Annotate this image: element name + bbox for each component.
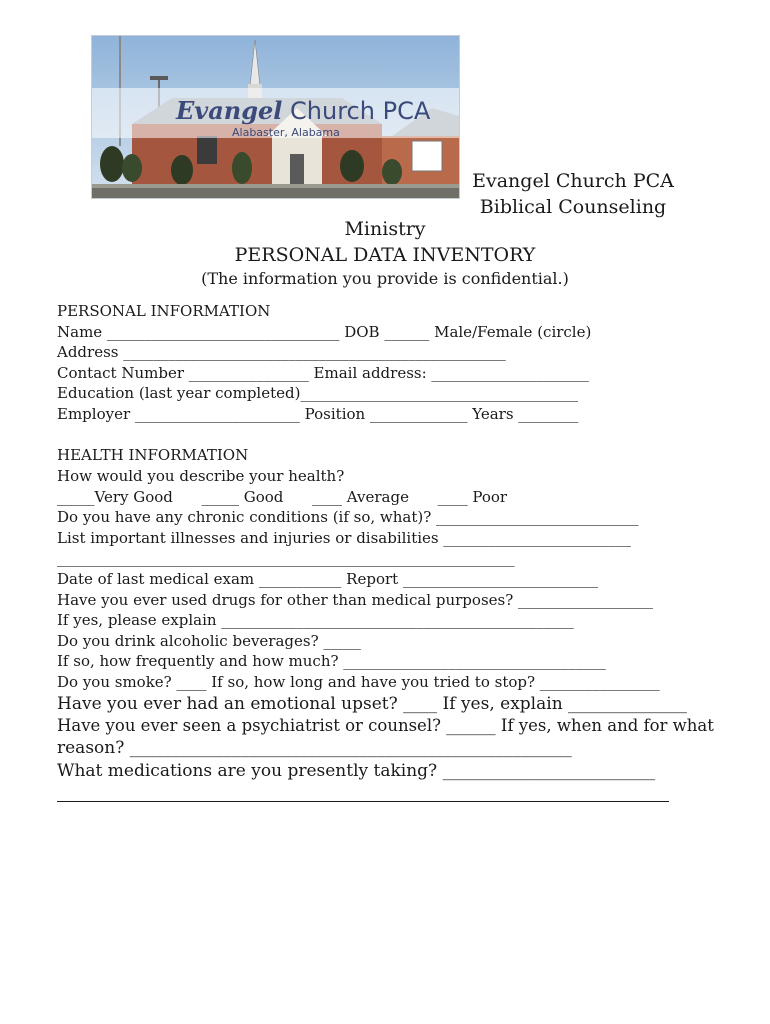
logo-location: Alabaster, Alabama (232, 126, 340, 139)
drugs-explain-field[interactable]: If yes, please explain _______________________________________________ (57, 611, 574, 629)
emotional-upset-field[interactable]: Have you ever had an emotional upset? ____ If yes, explain ______________ (57, 694, 688, 714)
health-rating-options[interactable]: _____Very Good _____ Good ____ Average ____ Poor (57, 488, 508, 506)
ministry-label: Ministry (344, 218, 426, 240)
logo-church-name (176, 96, 430, 125)
employer-field[interactable]: Employer ______________________ Position _____________ Years ________ (57, 405, 579, 423)
illnesses-extra-line[interactable]: _____________________________________________________________ (57, 549, 515, 567)
address-field[interactable]: Address ___________________________________________________ (57, 343, 506, 361)
church-name: Evangel Church PCA (472, 170, 674, 192)
personal-info-heading: PERSONAL INFORMATION (57, 302, 271, 320)
logo-church-name-rest: Church PCA (282, 97, 431, 125)
illnesses-field[interactable]: List important illnesses and injuries or disabilities _________________________ (57, 529, 631, 547)
confidential-note: (The information you provide is confidential.) (201, 269, 569, 288)
medical-exam-field[interactable]: Date of last medical exam ___________ Report __________________________ (57, 570, 598, 588)
program-name: Biblical Counseling (479, 196, 667, 218)
name-field[interactable]: Name _______________________________ DOB ______ Male/Female (circle) (57, 323, 592, 341)
chronic-conditions-field[interactable]: Do you have any chronic conditions (if so, what)? ___________________________ (57, 508, 639, 526)
smoking-field[interactable]: Do you smoke? ____ If so, how long and have you tried to stop? ________________ (57, 673, 660, 691)
health-info-heading: HEALTH INFORMATION (57, 446, 249, 464)
medications-extra-line[interactable] (57, 801, 669, 802)
logo-church-name-script: Evangel (176, 96, 283, 125)
alcohol-frequency-field[interactable]: If so, how frequently and how much? ___________________________________ (57, 652, 606, 670)
church-logo-image (91, 35, 460, 199)
medications-field[interactable]: What medications are you presently taking? _________________________ (57, 761, 656, 781)
psychiatrist-reason-field[interactable]: reason? ____________________________________________________ (57, 738, 572, 758)
church-header (470, 168, 676, 220)
health-question: How would you describe your health? (57, 467, 345, 485)
drugs-field[interactable]: Have you ever used drugs for other than medical purposes? __________________ (57, 591, 654, 609)
document-title: PERSONAL DATA INVENTORY (234, 244, 536, 266)
psychiatrist-field[interactable]: Have you ever seen a psychiatrist or counsel? ______ If yes, when and for what (57, 716, 714, 735)
education-field[interactable]: Education (last year completed)_____________________________________ (57, 384, 578, 402)
alcohol-field[interactable]: Do you drink alcoholic beverages? _____ (57, 632, 361, 650)
contact-field[interactable]: Contact Number ________________ Email address: _____________________ (57, 364, 589, 382)
